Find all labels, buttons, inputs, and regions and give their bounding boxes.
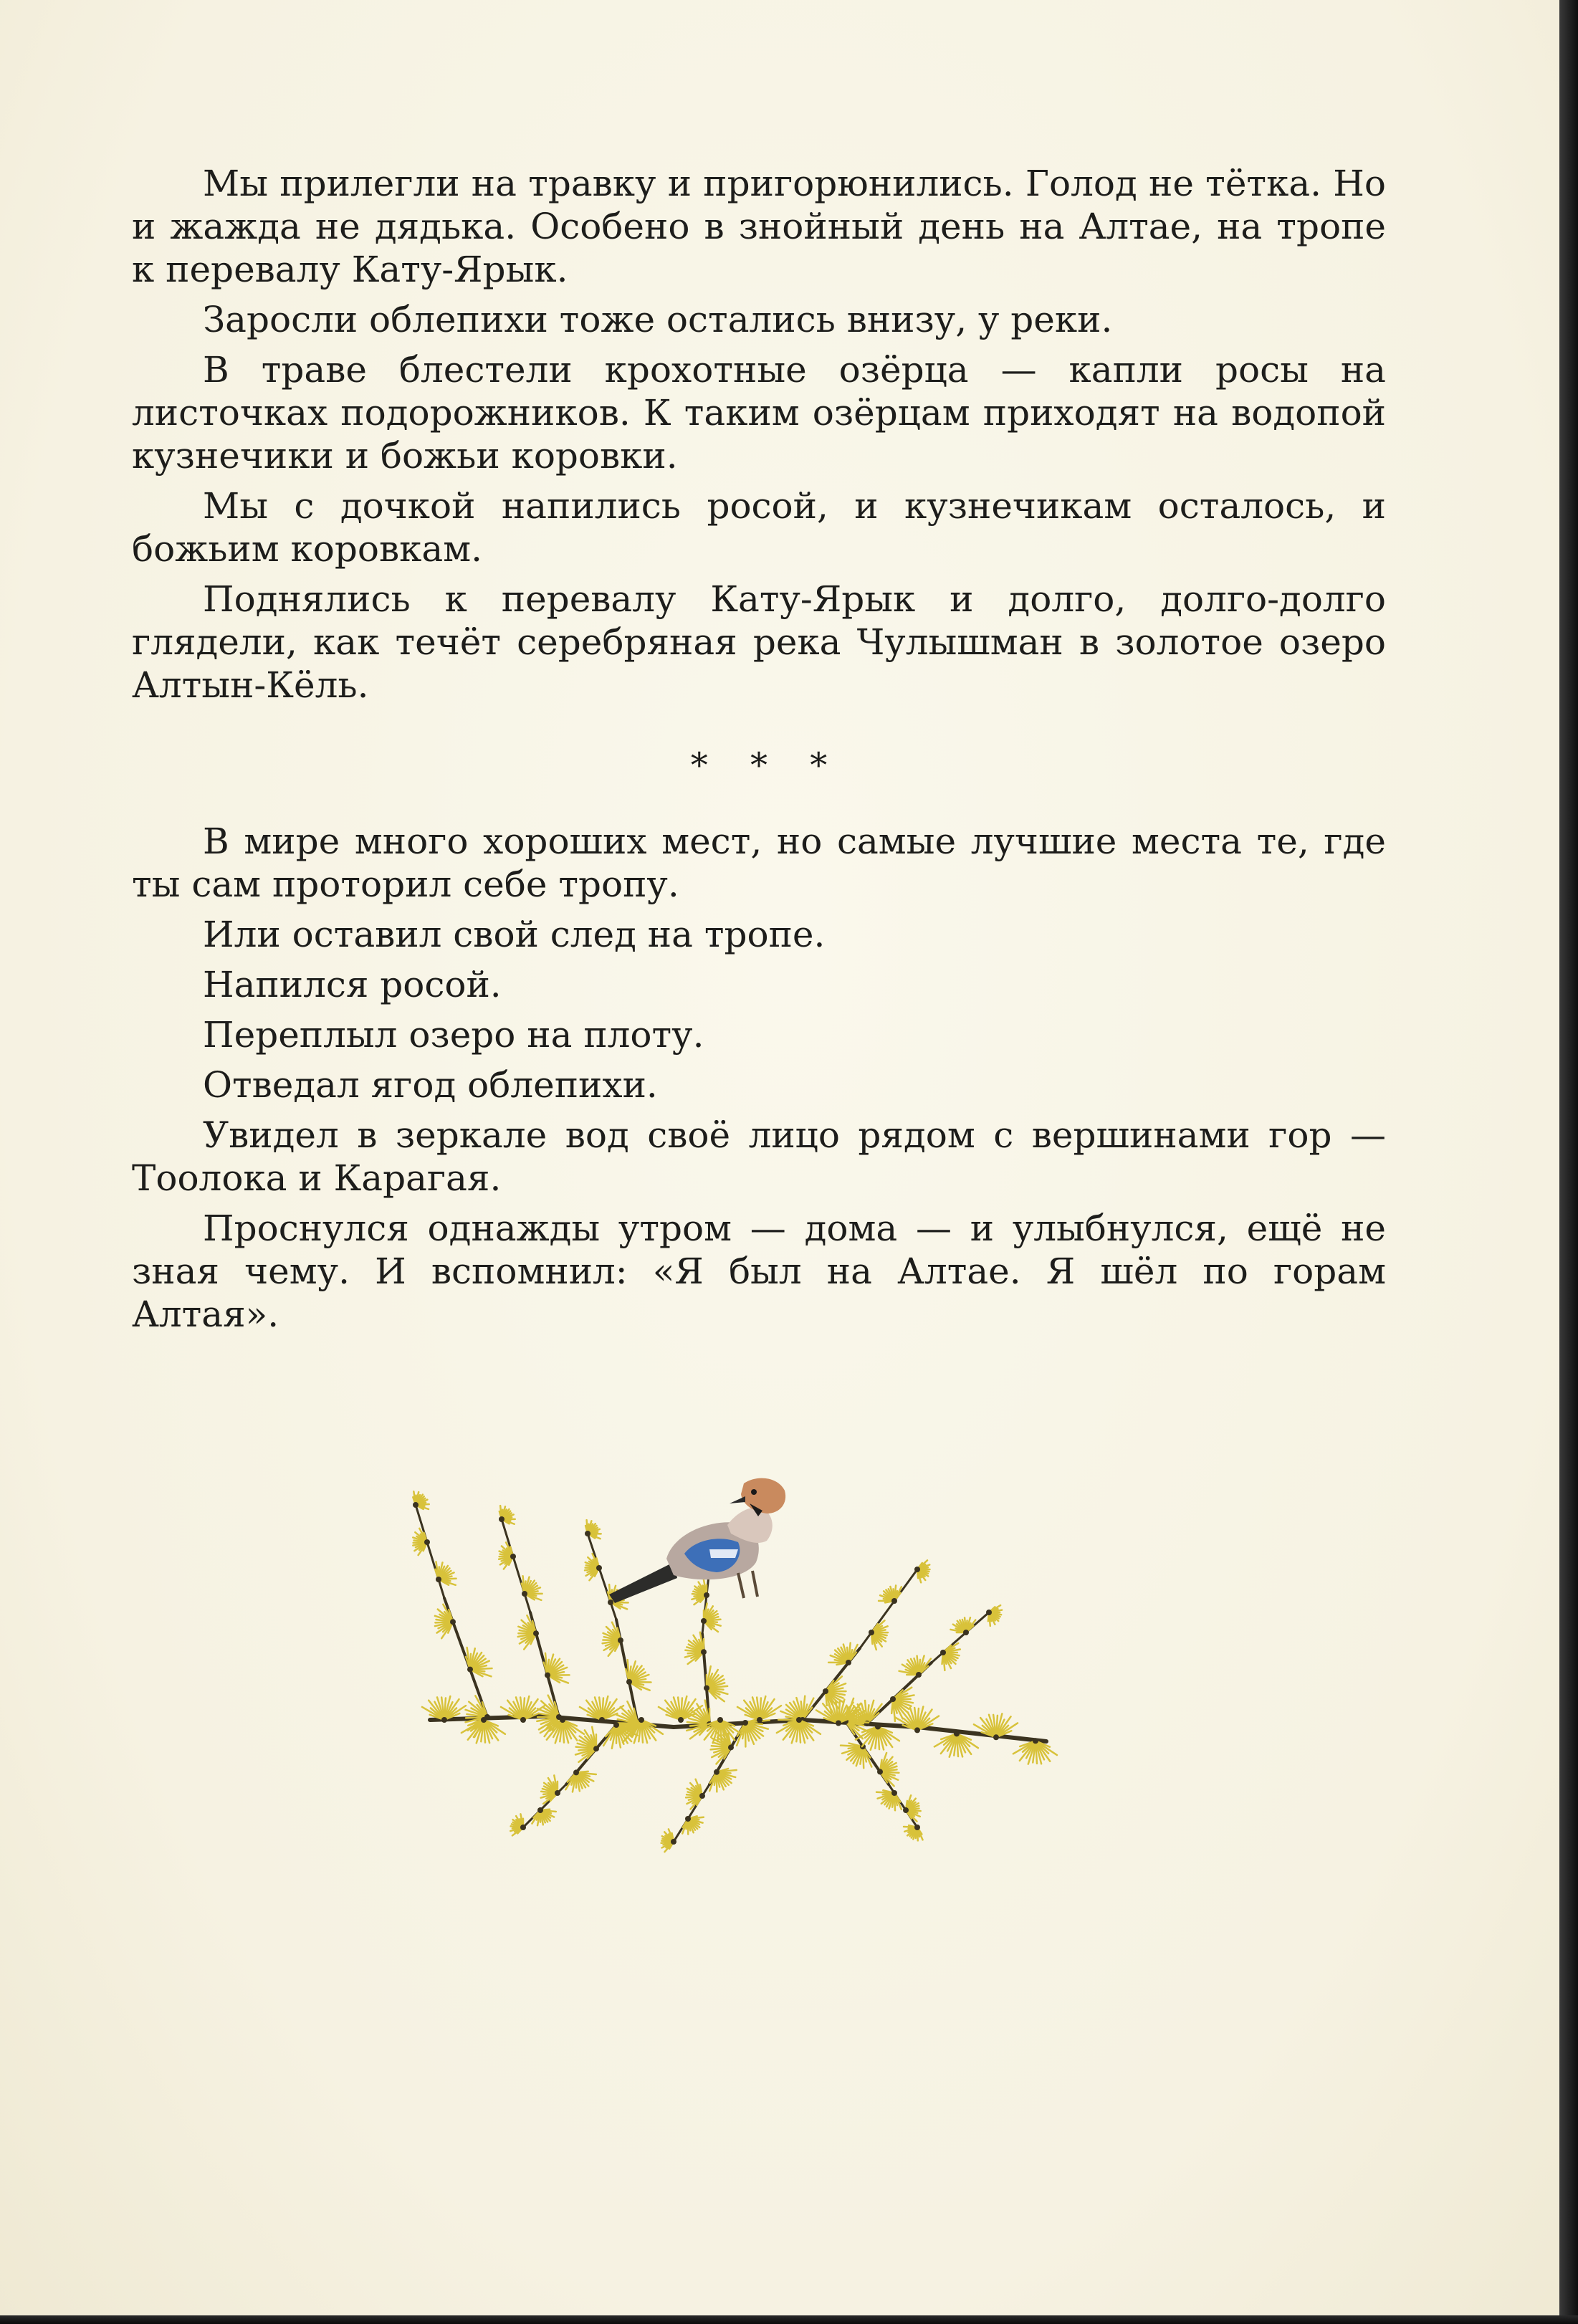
cone-dot bbox=[467, 1667, 473, 1673]
paragraph: Переплыл озеро на плоту. bbox=[203, 1014, 704, 1056]
cone-dot bbox=[728, 1744, 734, 1750]
cone-dot bbox=[593, 1746, 599, 1751]
cone-dot bbox=[499, 1516, 505, 1522]
cone-dot bbox=[520, 1825, 526, 1830]
paragraph: Мы прилегли на травку и пригорюнились. Голод не тётка. Но и жажда не дядька. Особено в знойный день на Алтае, на тропе к перевалу Кату-Ярык. bbox=[132, 163, 1386, 290]
cone-dot bbox=[914, 1567, 920, 1572]
cone-dot bbox=[875, 1723, 881, 1729]
cone-dot bbox=[986, 1610, 992, 1615]
cone-dot bbox=[714, 1769, 719, 1775]
cone-dot bbox=[701, 1649, 707, 1655]
cone-dot bbox=[639, 1717, 644, 1723]
cone-dot bbox=[963, 1630, 969, 1635]
cone-dot bbox=[555, 1790, 560, 1796]
cone-dot bbox=[869, 1630, 874, 1635]
cone-dot bbox=[704, 1685, 709, 1691]
cone-dot bbox=[914, 1727, 920, 1733]
cone-dot bbox=[823, 1688, 828, 1694]
cone-dot bbox=[742, 1720, 748, 1726]
section-separator: * * * bbox=[690, 745, 843, 785]
paragraph: Заросли облепихи тоже остались внизу, у реки. bbox=[203, 299, 1113, 340]
cone-dot bbox=[413, 1502, 419, 1508]
paragraph: Проснулся однажды утром — дома — и улыбнулся, ещё не зная чему. И вспомнил: «Я был на Алтае. Я шёл по горам Алтая». bbox=[132, 1208, 1386, 1335]
cone-dot bbox=[914, 1825, 920, 1830]
paragraph: Отведал ягод облепихи. bbox=[203, 1064, 658, 1106]
cone-dot bbox=[717, 1717, 723, 1723]
cone-dot bbox=[890, 1696, 896, 1702]
cone-dot bbox=[596, 1565, 602, 1571]
cone-dot bbox=[685, 1816, 691, 1822]
paragraph: В мире много хороших мест, но самые лучшие места те, где ты сам проторил себе тропу. bbox=[132, 821, 1386, 905]
cone-dot bbox=[877, 1769, 883, 1774]
cone-dot bbox=[671, 1839, 676, 1845]
paragraph: Мы с дочкой напились росой, и кузнечикам осталось, и божьим коровкам. bbox=[132, 485, 1386, 570]
cone-dot bbox=[436, 1577, 441, 1582]
cone-dot bbox=[796, 1717, 802, 1723]
cone-dot bbox=[903, 1807, 909, 1813]
cone-dot bbox=[520, 1717, 526, 1723]
cone-dot bbox=[481, 1717, 487, 1723]
cone-dot bbox=[599, 1717, 605, 1723]
cone-dot bbox=[618, 1637, 623, 1643]
cone-dot bbox=[441, 1717, 447, 1723]
cone-dot bbox=[1033, 1738, 1038, 1744]
branch-stroke bbox=[860, 1569, 917, 1648]
cone-dot bbox=[560, 1717, 565, 1723]
body-text bbox=[132, 162, 1386, 1343]
cone-dot bbox=[846, 1660, 851, 1665]
jay-on-larch-branch-illustration bbox=[401, 1383, 1082, 1863]
cone-dot bbox=[699, 1793, 705, 1799]
cone-dot bbox=[450, 1619, 456, 1625]
cone-dot bbox=[424, 1539, 430, 1545]
cone-dot bbox=[585, 1531, 590, 1536]
cone-dot bbox=[954, 1731, 960, 1736]
cone-dot bbox=[533, 1630, 539, 1636]
cone-dot bbox=[891, 1790, 897, 1796]
cone-dot bbox=[608, 1599, 613, 1605]
cone-dot bbox=[613, 1722, 619, 1728]
cone-dot bbox=[891, 1598, 897, 1604]
scan-edge bbox=[0, 2315, 1578, 2324]
paragraph: Или оставил свой след на тропе. bbox=[203, 914, 826, 955]
cone-dot bbox=[864, 1721, 870, 1726]
cone-dot bbox=[510, 1554, 516, 1559]
paragraph: Увидел в зеркале вод своё лицо рядом с вершинами гор — Тоолока и Карагая. bbox=[132, 1114, 1386, 1199]
cone-dot bbox=[993, 1734, 999, 1740]
cone-dot bbox=[836, 1721, 841, 1726]
jay-bird bbox=[609, 1478, 785, 1603]
paragraph: Поднялись к перевалу Кату-Ярык и долго, долго-долго глядели, как течёт серебряная река Чулышман в золотое озеро Алтын-Кёль. bbox=[132, 578, 1386, 706]
cone-dot bbox=[537, 1807, 543, 1813]
cone-dot bbox=[704, 1592, 709, 1598]
scan-edge bbox=[1559, 0, 1578, 2324]
cone-dot bbox=[678, 1717, 684, 1723]
cone-dot bbox=[940, 1650, 946, 1655]
cone-dot bbox=[573, 1769, 579, 1775]
cone-dot bbox=[757, 1717, 762, 1723]
paragraph: Напился росой. bbox=[203, 964, 502, 1005]
cone-dot bbox=[522, 1591, 527, 1597]
cone-dot bbox=[916, 1672, 922, 1678]
cone-dot bbox=[545, 1673, 550, 1678]
cone-dot bbox=[626, 1679, 632, 1685]
cone-dot bbox=[701, 1618, 707, 1624]
paragraph: В траве блестели крохотные озёрца — капли росы на листочках подорожников. К таким озёрцам приходят на водопой кузнечики и божьи коровки. bbox=[132, 349, 1386, 477]
